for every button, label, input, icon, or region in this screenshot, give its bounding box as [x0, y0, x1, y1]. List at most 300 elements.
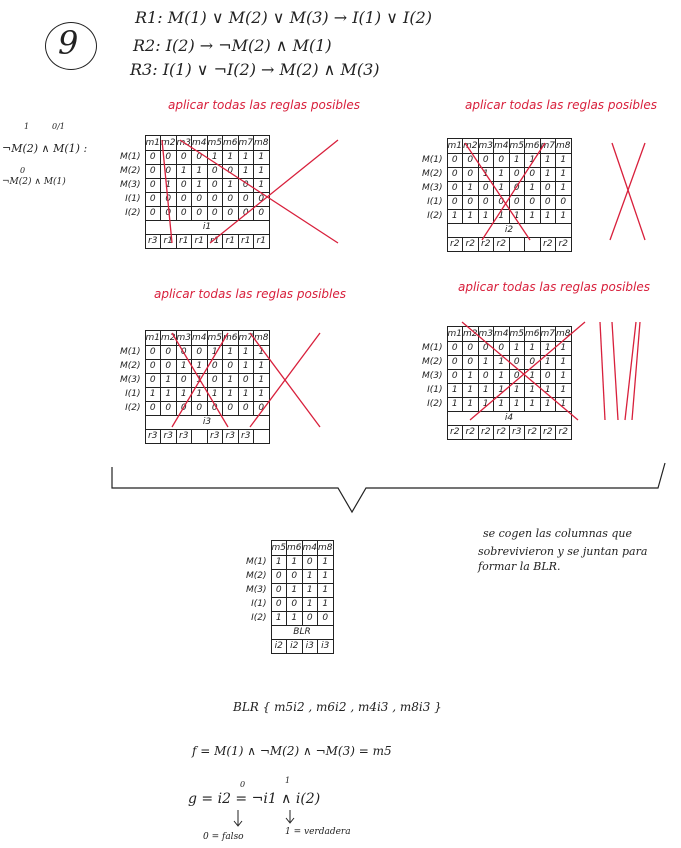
table-cell: 1 — [223, 151, 239, 165]
table-cell: 1 — [447, 398, 463, 412]
table-cell: 1 — [556, 342, 572, 356]
table-row — [246, 556, 333, 570]
table-cell: 0 — [223, 360, 239, 374]
side-note-sup3: 0 — [20, 166, 26, 175]
side-note-line1: ¬M(2) ∧ M(1) : — [2, 142, 88, 155]
table-cell: 0 — [161, 193, 177, 207]
rule-cell: r2 — [478, 426, 494, 440]
side-note-sup1: 1 — [24, 122, 30, 131]
table-cell: 1 — [192, 388, 208, 402]
table-row — [422, 168, 571, 182]
table-cell: 0 — [161, 165, 177, 179]
rule-cell: r2 — [540, 426, 556, 440]
blr-set: BLR { m5i2 , m6i2 , m4i3 , m8i3 } — [233, 700, 442, 714]
table-cell: 1 — [540, 210, 556, 224]
table-cell: 1 — [540, 384, 556, 398]
table-cell: 1 — [556, 384, 572, 398]
rule-cell: r1 — [223, 235, 239, 249]
row-label: I(2) — [125, 208, 141, 218]
rule-cell: r3 — [238, 430, 254, 444]
rule-cell: i2 — [287, 640, 303, 654]
table-cell: 0 — [145, 165, 161, 179]
rule-cell — [509, 238, 525, 252]
table-row — [120, 388, 269, 402]
rule-cell: r3 — [509, 426, 525, 440]
table-cell: 1 — [463, 384, 479, 398]
table-cell: 0 — [525, 168, 541, 182]
table-cell: 0 — [176, 402, 192, 416]
table-cell: 1 — [525, 154, 541, 168]
table-cell: 0 — [161, 151, 177, 165]
table-cell: 1 — [556, 168, 572, 182]
note-line-1: se cogen las columnas que — [483, 527, 633, 540]
column-header: m1 — [447, 139, 463, 154]
table-cell: 0 — [447, 182, 463, 196]
table-cell: 1 — [540, 154, 556, 168]
table-cell: 0 — [207, 207, 223, 221]
corner-cell — [422, 327, 447, 342]
table-cell: 1 — [540, 356, 556, 370]
table-cell: 1 — [161, 388, 177, 402]
table-cell: 0 — [176, 151, 192, 165]
table-cell: 1 — [223, 374, 239, 388]
row-label: M(1) — [422, 343, 443, 353]
table-cell: 0 — [207, 193, 223, 207]
exercise-number: 9 — [58, 24, 79, 62]
row-label: M(3) — [422, 371, 443, 381]
table-cell: 0 — [207, 360, 223, 374]
rule-cell — [192, 430, 208, 444]
table-cell: 1 — [238, 360, 254, 374]
table-cell: 1 — [318, 570, 334, 584]
table-cell: 0 — [145, 360, 161, 374]
table-row — [422, 342, 571, 356]
row-label: M(3) — [422, 183, 443, 193]
grid-table — [422, 326, 572, 440]
table-cell: 0 — [447, 154, 463, 168]
rule-cell: r2 — [556, 426, 572, 440]
rule-cell: r2 — [494, 238, 510, 252]
table-cell: 0 — [192, 193, 208, 207]
table-cell: 0 — [271, 598, 287, 612]
table-cell: 0 — [176, 193, 192, 207]
table-row — [422, 370, 571, 384]
table-cell: 0 — [238, 193, 254, 207]
table-cell: 1 — [318, 584, 334, 598]
grid1-title: aplicar todas las reglas posibles — [168, 98, 360, 112]
table-cell: 1 — [478, 384, 494, 398]
footer-spacer — [422, 426, 447, 440]
table-cell: 0 — [463, 154, 479, 168]
rule-cell: i3 — [318, 640, 334, 654]
rule-cell: r1 — [192, 235, 208, 249]
table-cell: 0 — [525, 196, 541, 210]
row-label: I(1) — [251, 599, 267, 609]
table-cell: 1 — [192, 179, 208, 193]
rule-r2: R2: I(2) → ¬M(2) ∧ M(1) — [133, 36, 332, 55]
table-cell: 1 — [494, 398, 510, 412]
interpretation-caption: i2 — [447, 224, 571, 238]
table-cell: 0 — [463, 342, 479, 356]
corner-cell — [246, 541, 271, 556]
table-cell: 0 — [192, 207, 208, 221]
table-cell: 1 — [556, 356, 572, 370]
table-cell: 0 — [207, 165, 223, 179]
interpretation-caption: BLR — [271, 626, 333, 640]
table-cell: 0 — [463, 196, 479, 210]
table-cell: 0 — [145, 179, 161, 193]
side-note-line2: ¬M(2) ∧ M(1) — [2, 177, 66, 187]
table-cell: 0 — [287, 598, 303, 612]
table-cell: 1 — [494, 356, 510, 370]
column-header: m3 — [176, 136, 192, 151]
table-cell: 1 — [238, 151, 254, 165]
footer-spacer — [120, 235, 145, 249]
column-header: m7 — [540, 139, 556, 154]
table-cell: 0 — [509, 356, 525, 370]
table-row — [120, 193, 269, 207]
table-row — [120, 207, 269, 221]
table-row — [120, 165, 269, 179]
row-label: M(1) — [120, 347, 141, 357]
column-header: m4 — [302, 541, 318, 556]
column-header: m5 — [207, 136, 223, 151]
table-row — [246, 598, 333, 612]
row-label: M(3) — [246, 585, 267, 595]
table-cell: 1 — [509, 210, 525, 224]
table-row — [120, 346, 269, 360]
column-header: m2 — [463, 139, 479, 154]
table-cell: 1 — [192, 360, 208, 374]
table-cell: 0 — [176, 207, 192, 221]
row-label: M(2) — [246, 571, 267, 581]
column-header: m2 — [463, 327, 479, 342]
table-cell: 0 — [540, 370, 556, 384]
table-cell: 1 — [223, 179, 239, 193]
table-cell: 0 — [254, 402, 270, 416]
table-cell: 0 — [478, 342, 494, 356]
rule-cell: r2 — [478, 238, 494, 252]
table-row — [422, 154, 571, 168]
table-cell: 1 — [176, 165, 192, 179]
table-cell: 0 — [556, 196, 572, 210]
rule-cell: r1 — [207, 235, 223, 249]
note-line-3: formar la BLR. — [478, 560, 561, 573]
caption-spacer — [422, 412, 447, 426]
table-cell: 0 — [463, 168, 479, 182]
table-cell: 0 — [447, 356, 463, 370]
table-cell: 1 — [478, 168, 494, 182]
table-cell: 0 — [145, 374, 161, 388]
table-cell: 1 — [478, 210, 494, 224]
table-cell: 0 — [494, 342, 510, 356]
column-header: m4 — [192, 136, 208, 151]
table-cell: 0 — [145, 346, 161, 360]
table-cell: 1 — [192, 374, 208, 388]
rule-cell: r1 — [238, 235, 254, 249]
g-formula: g = i2 = ¬i1 ∧ i(2) — [188, 791, 321, 807]
table-cell: 0 — [540, 182, 556, 196]
rule-r1: R1: M(1) ∨ M(2) ∨ M(3) → I(1) ∨ I(2) — [135, 8, 433, 27]
table-cell: 0 — [509, 168, 525, 182]
table-cell: 0 — [207, 179, 223, 193]
caption-spacer — [120, 416, 145, 430]
grid2-title: aplicar todas las reglas posibles — [465, 98, 657, 112]
table-cell: 0 — [192, 346, 208, 360]
rule-cell: r2 — [540, 238, 556, 252]
grid4-title: aplicar todas las reglas posibles — [458, 280, 650, 294]
table-cell: 1 — [192, 165, 208, 179]
table-row — [422, 210, 571, 224]
table-cell: 0 — [161, 402, 177, 416]
rule-cell: i2 — [271, 640, 287, 654]
g-true-note: 1 = verdadera — [285, 827, 351, 837]
table-cell: 1 — [478, 356, 494, 370]
table-cell: 0 — [223, 193, 239, 207]
column-header: m8 — [254, 136, 270, 151]
table-cell: 0 — [478, 154, 494, 168]
table-cell: 0 — [318, 612, 334, 626]
table-cell: 0 — [494, 196, 510, 210]
row-label: I(1) — [427, 385, 443, 395]
row-label: M(3) — [120, 180, 141, 190]
table-cell: 1 — [254, 388, 270, 402]
corner-cell — [120, 331, 145, 346]
rule-cell: r2 — [447, 426, 463, 440]
table-cell: 1 — [556, 182, 572, 196]
column-header: m1 — [145, 331, 161, 346]
column-header: m4 — [494, 139, 510, 154]
column-header: m6 — [223, 136, 239, 151]
rule-cell: r2 — [463, 426, 479, 440]
table-cell: 1 — [238, 165, 254, 179]
table-cell: 1 — [478, 398, 494, 412]
column-header: m8 — [254, 331, 270, 346]
row-label: M(1) — [422, 155, 443, 165]
table-cell: 1 — [525, 210, 541, 224]
table-cell: 0 — [478, 196, 494, 210]
table-cell: 0 — [509, 370, 525, 384]
row-label: I(2) — [427, 211, 443, 221]
table-cell: 0 — [302, 556, 318, 570]
column-header: m1 — [145, 136, 161, 151]
table-cell: 0 — [447, 196, 463, 210]
rule-cell: r3 — [145, 235, 161, 249]
table-cell: 1 — [287, 612, 303, 626]
table-cell: 0 — [161, 207, 177, 221]
table-cell: 1 — [556, 370, 572, 384]
table-row — [120, 360, 269, 374]
corner-cell — [120, 136, 145, 151]
table-row — [422, 356, 571, 370]
table-cell: 0 — [223, 207, 239, 221]
table-row — [246, 584, 333, 598]
table-cell: 1 — [176, 360, 192, 374]
rule-cell: r3 — [161, 430, 177, 444]
side-note-sup2: 0/1 — [52, 122, 65, 131]
table-cell: 1 — [254, 374, 270, 388]
table-cell: 0 — [238, 402, 254, 416]
table-cell: 1 — [271, 556, 287, 570]
row-label: M(2) — [422, 357, 443, 367]
table-cell: 0 — [161, 346, 177, 360]
table-cell: 1 — [540, 168, 556, 182]
table-row — [422, 196, 571, 210]
table-cell: 1 — [525, 342, 541, 356]
table-cell: 0 — [145, 151, 161, 165]
interpretation-caption: i3 — [145, 416, 269, 430]
interpretation-caption: i4 — [447, 412, 571, 426]
column-header: m7 — [238, 331, 254, 346]
rule-cell: r2 — [556, 238, 572, 252]
column-header: m8 — [556, 139, 572, 154]
caption-spacer — [246, 626, 271, 640]
table-cell: 0 — [176, 179, 192, 193]
table-cell: 1 — [494, 168, 510, 182]
grid-table — [422, 138, 572, 252]
table-cell: 0 — [238, 374, 254, 388]
table-cell: 1 — [287, 584, 303, 598]
table-cell: 1 — [223, 388, 239, 402]
table-cell: 1 — [271, 612, 287, 626]
table-cell: 1 — [447, 384, 463, 398]
grid-table — [120, 330, 270, 444]
table-cell: 0 — [238, 207, 254, 221]
column-header: m5 — [207, 331, 223, 346]
table-cell: 1 — [494, 210, 510, 224]
table-cell: 0 — [447, 168, 463, 182]
table-cell: 1 — [176, 388, 192, 402]
table-cell: 0 — [254, 207, 270, 221]
table-cell: 0 — [254, 193, 270, 207]
table-cell: 1 — [447, 210, 463, 224]
table-cell: 1 — [494, 384, 510, 398]
grid3-title: aplicar todas las reglas posibles — [154, 287, 346, 301]
corner-cell — [422, 139, 447, 154]
rule-cell: r3 — [223, 430, 239, 444]
table-cell: 0 — [161, 360, 177, 374]
column-header: m3 — [176, 331, 192, 346]
table-cell: 1 — [254, 165, 270, 179]
rule-cell: i3 — [302, 640, 318, 654]
table-cell: 1 — [145, 388, 161, 402]
column-header: m5 — [271, 541, 287, 556]
table-cell: 1 — [207, 346, 223, 360]
table-cell: 1 — [254, 346, 270, 360]
table-cell: 1 — [509, 342, 525, 356]
table-cell: 0 — [494, 154, 510, 168]
table-cell: 1 — [509, 154, 525, 168]
table-cell: 0 — [207, 374, 223, 388]
table-cell: 0 — [223, 402, 239, 416]
table-cell: 0 — [509, 182, 525, 196]
table-cell: 0 — [145, 193, 161, 207]
table-cell: 1 — [287, 556, 303, 570]
table-cell: 1 — [207, 388, 223, 402]
table-row — [246, 612, 333, 626]
column-header: m3 — [478, 327, 494, 342]
g-sup-0: 0 — [240, 780, 246, 789]
table-cell: 0 — [271, 584, 287, 598]
table-cell: 1 — [494, 182, 510, 196]
table-cell: 1 — [540, 398, 556, 412]
table-cell: 1 — [525, 398, 541, 412]
table-cell: 0 — [540, 196, 556, 210]
table-cell: 1 — [161, 374, 177, 388]
row-label: I(2) — [251, 613, 267, 623]
table-cell: 0 — [176, 346, 192, 360]
rule-cell: r1 — [161, 235, 177, 249]
table-cell: 1 — [207, 151, 223, 165]
table-cell: 0 — [447, 370, 463, 384]
row-label: M(1) — [120, 152, 141, 162]
row-label: I(2) — [427, 399, 443, 409]
column-header: m2 — [161, 331, 177, 346]
note-line-2: sobrevivieron y se juntan para — [478, 545, 648, 558]
row-label: M(1) — [246, 557, 267, 567]
row-label: M(2) — [120, 166, 141, 176]
rule-cell: r2 — [525, 426, 541, 440]
table-cell: 1 — [556, 398, 572, 412]
table-cell: 1 — [223, 346, 239, 360]
table-row — [422, 182, 571, 196]
rule-cell: r2 — [447, 238, 463, 252]
table-cell: 0 — [238, 179, 254, 193]
f-formula: f = M(1) ∧ ¬M(2) ∧ ¬M(3) = m5 — [192, 744, 392, 758]
table-cell: 0 — [463, 356, 479, 370]
column-header: m5 — [509, 327, 525, 342]
grid-table — [246, 540, 334, 654]
rule-cell: r3 — [207, 430, 223, 444]
table-cell: 1 — [540, 342, 556, 356]
caption-spacer — [422, 224, 447, 238]
column-header: m6 — [525, 139, 541, 154]
table-row — [120, 374, 269, 388]
row-label: I(1) — [427, 197, 443, 207]
table-cell: 1 — [254, 151, 270, 165]
table-cell: 1 — [318, 556, 334, 570]
column-header: m1 — [447, 327, 463, 342]
rule-cell: r3 — [176, 430, 192, 444]
table-cell: 0 — [509, 196, 525, 210]
table-row — [422, 384, 571, 398]
table-cell: 1 — [238, 346, 254, 360]
rule-cell: r2 — [494, 426, 510, 440]
rule-cell: r1 — [254, 235, 270, 249]
table-cell: 1 — [302, 570, 318, 584]
g-false-note: 0 = falso — [203, 832, 244, 842]
table-cell: 1 — [463, 398, 479, 412]
table-cell: 1 — [318, 598, 334, 612]
table-cell: 0 — [207, 402, 223, 416]
column-header: m6 — [223, 331, 239, 346]
column-header: m6 — [525, 327, 541, 342]
table-cell: 0 — [302, 612, 318, 626]
table-cell: 1 — [509, 398, 525, 412]
table-cell: 1 — [525, 384, 541, 398]
table-cell: 0 — [145, 207, 161, 221]
table-row — [246, 570, 333, 584]
column-header: m5 — [509, 139, 525, 154]
rule-cell: r3 — [145, 430, 161, 444]
table-cell: 1 — [556, 210, 572, 224]
rule-cell: r2 — [463, 238, 479, 252]
table-cell: 1 — [463, 210, 479, 224]
rule-r3: R3: I(1) ∨ ¬I(2) → M(2) ∧ M(3) — [130, 60, 380, 79]
table-cell: 1 — [556, 154, 572, 168]
column-header: m8 — [556, 327, 572, 342]
rule-cell — [254, 430, 270, 444]
